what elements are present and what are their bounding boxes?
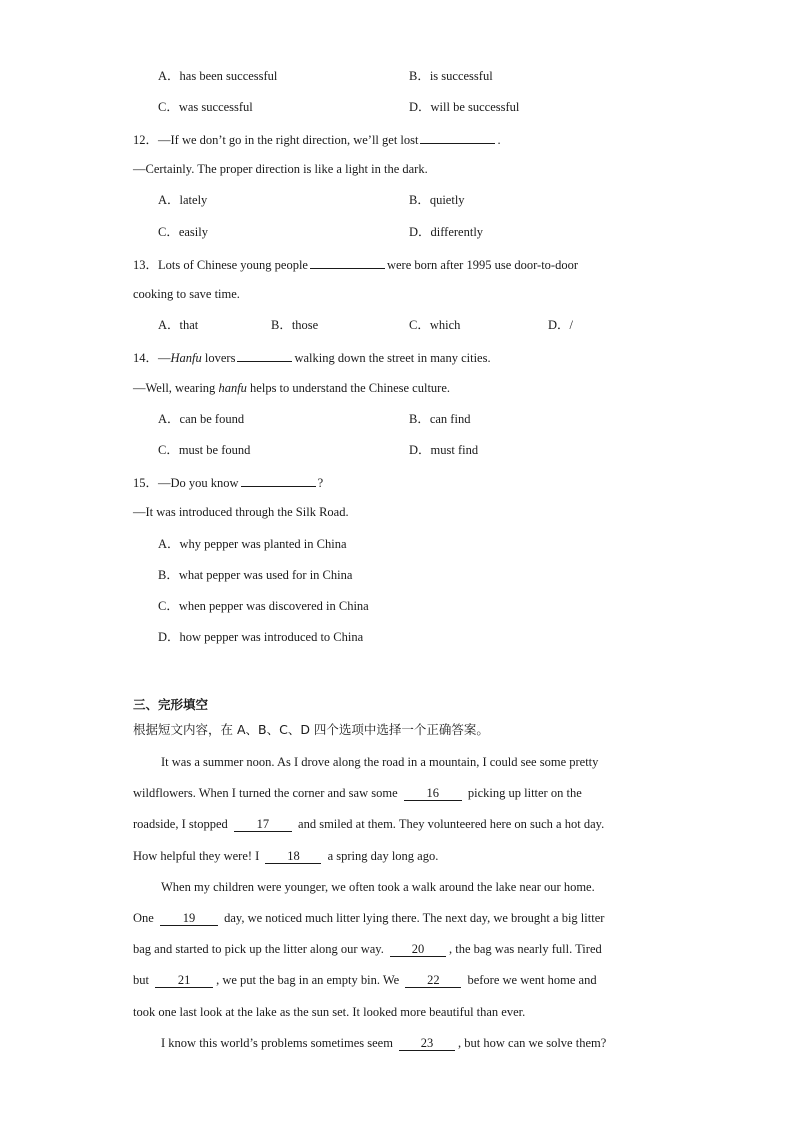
q15-reply: —It was introduced through the Silk Road. [133, 505, 349, 519]
q14-stem-b: lovers [204, 351, 236, 365]
answer-blank [420, 130, 495, 144]
answer-blank [237, 348, 292, 362]
passage-text: , but how can we solve them? [458, 1036, 607, 1050]
answer-blank [241, 473, 316, 487]
passage-line [133, 910, 604, 926]
passage-text: day, we noticed much litter lying there. The next day, we brought a big litter [224, 911, 605, 925]
passage-line: It was a summer noon. As I drove along the road in a mountain, I could see some pretty [161, 755, 599, 769]
passage-text: , we put the bag in an empty bin. We [216, 973, 400, 987]
q14-prefix: 14．— [133, 351, 171, 365]
q12-stem-end: . [497, 133, 501, 147]
q15-option-a: A．why pepper was planted in China [158, 537, 347, 551]
blank-19: 19 [160, 911, 218, 926]
q14-stem-c: walking down the street in many cities. [294, 351, 491, 365]
passage-text: but [133, 973, 149, 987]
passage-text: wildflowers. When I turned the corner and saw some [133, 786, 398, 800]
answer-blank [310, 255, 385, 269]
q15-stem-end: ? [317, 476, 324, 490]
q11-option-c: C．was successful [158, 100, 253, 114]
q11-option-b: B．is successful [409, 69, 493, 83]
q13-stem-a: 13．Lots of Chinese young people [133, 258, 308, 272]
q12-reply: —Certainly. The proper direction is like a light in the dark. [133, 162, 428, 176]
q12-option-d: D．differently [409, 225, 484, 239]
q13-option-d: D．/ [548, 318, 574, 332]
q15-stem [133, 473, 323, 491]
passage-text: How helpful they were! I [133, 849, 260, 863]
passage-text: , the bag was nearly full. Tired [448, 942, 602, 956]
passage-text: One [133, 911, 154, 925]
section-title: 三、完形填空 [133, 697, 209, 712]
passage-line: When my children were younger, we often took a walk around the lake near our home. [161, 880, 595, 894]
q14-reply-a: —Well, wearing [133, 381, 216, 395]
blank-16: 16 [404, 786, 462, 801]
passage-line [133, 972, 597, 988]
q14-reply-hanfu: hanfu [218, 381, 247, 395]
q13-option-a: A．that [158, 318, 199, 332]
passage-text: bag and started to pick up the litter along our way. [133, 942, 384, 956]
q15-option-b: B．what pepper was used for in China [158, 568, 353, 582]
q14-stem [133, 348, 491, 366]
passage-line [133, 785, 582, 801]
blank-18: 18 [265, 849, 321, 864]
passage-text: roadside, I stopped [133, 817, 228, 831]
q15-option-c: C．when pepper was discovered in China [158, 599, 369, 613]
q12-stem-text: 12．—If we don’t go in the right direction, we’ll get lost [133, 133, 419, 147]
q12-option-c: C．easily [158, 225, 208, 239]
q14-hanfu: Hanfu [170, 351, 202, 365]
q13-stem-cont: cooking to save time. [133, 287, 240, 301]
q13-stem [133, 255, 578, 273]
q11-option-a: A．has been successful [158, 69, 278, 83]
passage-text: I know this world’s problems sometimes seem [161, 1036, 393, 1050]
blank-23: 23 [399, 1036, 455, 1051]
passage-text: before we went home and [467, 973, 597, 987]
section-instruction: 根据短文内容，在 A、B、C、D 四个选项中选择一个正确答案。 [133, 722, 489, 737]
q13-option-c: C．which [409, 318, 461, 332]
passage-line: took one last look at the lake as the sun set. It looked more beautiful than ever. [133, 1005, 526, 1019]
q14-option-a: A．can be found [158, 412, 245, 426]
passage-text: picking up litter on the [467, 786, 582, 800]
q12-option-b: B．quietly [409, 193, 465, 207]
passage-line [133, 848, 438, 864]
q15-stem-text: 15．—Do you know [133, 476, 239, 490]
blank-20: 20 [390, 942, 446, 957]
blank-17: 17 [234, 817, 292, 832]
q14-option-b: B．can find [409, 412, 471, 426]
q14-reply [133, 380, 450, 396]
q14-option-d: D．must find [409, 443, 479, 457]
q13-stem-b: were born after 1995 use door-to-door [386, 258, 578, 272]
q12-option-a: A．lately [158, 193, 208, 207]
q13-option-b: B．those [271, 318, 319, 332]
blank-22: 22 [405, 973, 461, 988]
passage-text: and smiled at them. They volunteered here on such a hot day. [298, 817, 605, 831]
passage-text: a spring day long ago. [327, 849, 439, 863]
passage-line [133, 816, 604, 832]
passage-line [133, 941, 602, 957]
q11-option-d: D．will be successful [409, 100, 520, 114]
q15-option-d: D．how pepper was introduced to China [158, 630, 364, 644]
q14-reply-b: helps to understand the Chinese culture. [250, 381, 450, 395]
blank-21: 21 [155, 973, 213, 988]
q12-stem [133, 130, 501, 148]
q14-option-c: C．must be found [158, 443, 251, 457]
passage-line [161, 1035, 606, 1051]
